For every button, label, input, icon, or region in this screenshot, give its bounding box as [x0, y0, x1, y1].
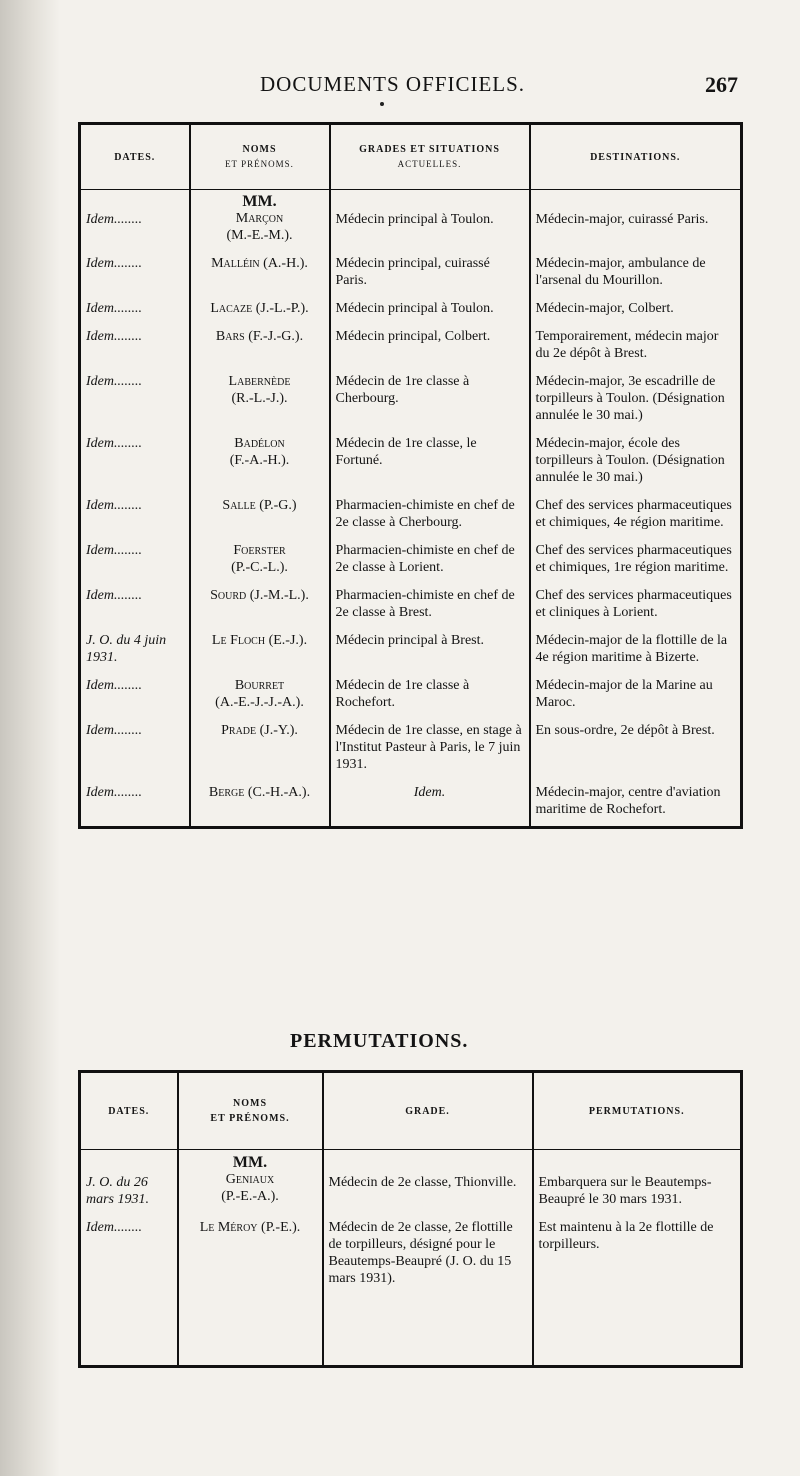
cell-name: MM. Marçon (M.-E.-M.). — [190, 190, 330, 253]
cell-grade: Médecin de 2e classe, Thionville. — [323, 1150, 533, 1217]
cell-destination: Chef des services pharmaceutiques et chimiques, 1re région maritime. — [530, 539, 742, 584]
cell-destination: Chef des services pharmaceutiques et cliniques à Lorient. — [530, 584, 742, 629]
cell-grade: Médecin principal à Toulon. — [330, 190, 530, 253]
cell-destination: Chef des services pharmaceutiques et chimiques, 4e région maritime. — [530, 494, 742, 539]
cell-date: Idem........ — [86, 374, 142, 389]
cell-destination: Médecin-major, ambulance de l'arsenal du Mourillon. — [530, 252, 742, 297]
table-row — [80, 719, 742, 781]
table-row — [80, 325, 742, 370]
cell-grade: Pharmacien-chimiste en chef de 2e classe à Brest. — [330, 584, 530, 629]
page-edge-shadow — [0, 0, 60, 1476]
table-row — [80, 629, 742, 674]
mm-label: MM. — [232, 1154, 268, 1171]
permutations-table — [78, 1070, 743, 1368]
cell-date: J. O. du 4 juin 1931. — [86, 633, 167, 665]
table-row — [80, 190, 742, 253]
cell-date: Idem........ — [86, 723, 142, 738]
cell-name: Labernède (R.-L.-J.). — [190, 370, 330, 432]
cell-date: Idem........ — [86, 498, 142, 513]
cell-grade: Médecin de 2e classe, 2e flottille de torpilleurs, désigné pour le Beautemps-Beaupré (J. O. du 15 mars 1931). — [323, 1216, 533, 1366]
cell-date: Idem........ — [86, 329, 142, 344]
header-dot — [380, 102, 384, 106]
cell-grade: Médecin de 1re classe à Rochefort. — [330, 674, 530, 719]
cell-name: Bourret (A.-E.-J.-J.-A.). — [190, 674, 330, 719]
cell-destination: Médecin-major, Colbert. — [530, 297, 742, 325]
cell-destination: Médecin-major de la flottille de la 4e région maritime à Bizerte. — [530, 629, 742, 674]
cell-permutation: Est maintenu à la 2e flottille de torpilleurs. — [533, 1216, 742, 1366]
col-header-names: NOMS ET PRÉNOMS. — [178, 1072, 323, 1150]
section-title: PERMUTATIONS. — [290, 1030, 469, 1052]
cell-grade: Médecin principal à Toulon. — [330, 297, 530, 325]
cell-name: MM. Geniaux (P.-E.-A.). — [178, 1150, 323, 1217]
table-row — [80, 432, 742, 494]
table-row — [80, 297, 742, 325]
table-row — [80, 370, 742, 432]
cell-name: Bars (F.-J.-G.). — [190, 325, 330, 370]
table-row — [80, 584, 742, 629]
cell-name: Badélon (F.-A.-H.). — [190, 432, 330, 494]
table-row — [80, 494, 742, 539]
cell-grade: Pharmacien-chimiste en chef de 2e classe à Lorient. — [330, 539, 530, 584]
col-header-names: NOMS ET PRÉNOMS. — [190, 124, 330, 190]
table-row — [80, 1216, 742, 1366]
col-header-destinations: DESTINATIONS. — [530, 124, 742, 190]
cell-date: Idem........ — [86, 256, 142, 271]
cell-date: J. O. du 26 mars 1931. — [86, 1175, 150, 1207]
cell-name: Le Méroy (P.-E.). — [178, 1216, 323, 1366]
cell-grade: Médecin principal, Colbert. — [330, 325, 530, 370]
table-row — [80, 1150, 742, 1217]
cell-permutation: Embarquera sur le Beautemps-Beaupré le 30 mars 1931. — [533, 1150, 742, 1217]
cell-grade: Pharmacien-chimiste en chef de 2e classe à Cherbourg. — [330, 494, 530, 539]
cell-grade: Idem. — [330, 781, 530, 828]
cell-date: Idem........ — [86, 212, 142, 227]
cell-date: Idem........ — [86, 301, 142, 316]
cell-name: Berge (C.-H.-A.). — [190, 781, 330, 828]
running-title: DOCUMENTS OFFICIELS. — [260, 72, 526, 96]
cell-destination: Médecin-major, cuirassé Paris. — [530, 190, 742, 253]
table-row — [80, 781, 742, 828]
page-number: 267 — [705, 72, 738, 97]
cell-name: Prade (J.-Y.). — [190, 719, 330, 781]
cell-name: Sourd (J.-M.-L.). — [190, 584, 330, 629]
cell-date: Idem........ — [86, 1220, 142, 1235]
cell-destination: Médecin-major, 3e escadrille de torpilleurs à Toulon. (Désignation annulée le 30 mai.) — [530, 370, 742, 432]
cell-date: Idem........ — [86, 678, 142, 693]
col-header-dates: DATES. — [80, 124, 190, 190]
cell-grade: Médecin de 1re classe, le Fortuné. — [330, 432, 530, 494]
mm-label: MM. — [242, 193, 277, 210]
cell-date: Idem........ — [86, 436, 142, 451]
cell-name: Malléin (A.-H.). — [190, 252, 330, 297]
cell-grade: Médecin principal à Brest. — [330, 629, 530, 674]
cell-grade: Médecin de 1re classe, en stage à l'Institut Pasteur à Paris, le 7 juin 1931. — [330, 719, 530, 781]
cell-date: Idem........ — [86, 588, 142, 603]
cell-destination: Médecin-major, centre d'aviation maritime de Rochefort. — [530, 781, 742, 828]
col-header-grade: GRADE. — [323, 1072, 533, 1150]
col-header-dates: DATES. — [80, 1072, 178, 1150]
appointments-table — [78, 122, 743, 829]
table-row — [80, 674, 742, 719]
table-row — [80, 252, 742, 297]
cell-name: Lacaze (J.-L.-P.). — [190, 297, 330, 325]
cell-name: Le Floch (E.-J.). — [190, 629, 330, 674]
cell-date: Idem........ — [86, 785, 142, 800]
table-row — [80, 539, 742, 584]
col-header-permutations: PERMUTATIONS. — [533, 1072, 742, 1150]
page-header — [60, 72, 750, 108]
cell-grade: Médecin de 1re classe à Cherbourg. — [330, 370, 530, 432]
cell-date: Idem........ — [86, 543, 142, 558]
cell-name: Salle (P.-G.) — [190, 494, 330, 539]
cell-name: Foerster (P.-C.-L.). — [190, 539, 330, 584]
col-header-grades: GRADES ET SITUATIONS ACTUELLES. — [330, 124, 530, 190]
cell-destination: Temporairement, médecin major du 2e dépôt à Brest. — [530, 325, 742, 370]
cell-destination: En sous-ordre, 2e dépôt à Brest. — [530, 719, 742, 781]
cell-destination: Médecin-major de la Marine au Maroc. — [530, 674, 742, 719]
cell-grade: Médecin principal, cuirassé Paris. — [330, 252, 530, 297]
cell-destination: Médecin-major, école des torpilleurs à Toulon. (Désignation annulée le 30 mai.) — [530, 432, 742, 494]
